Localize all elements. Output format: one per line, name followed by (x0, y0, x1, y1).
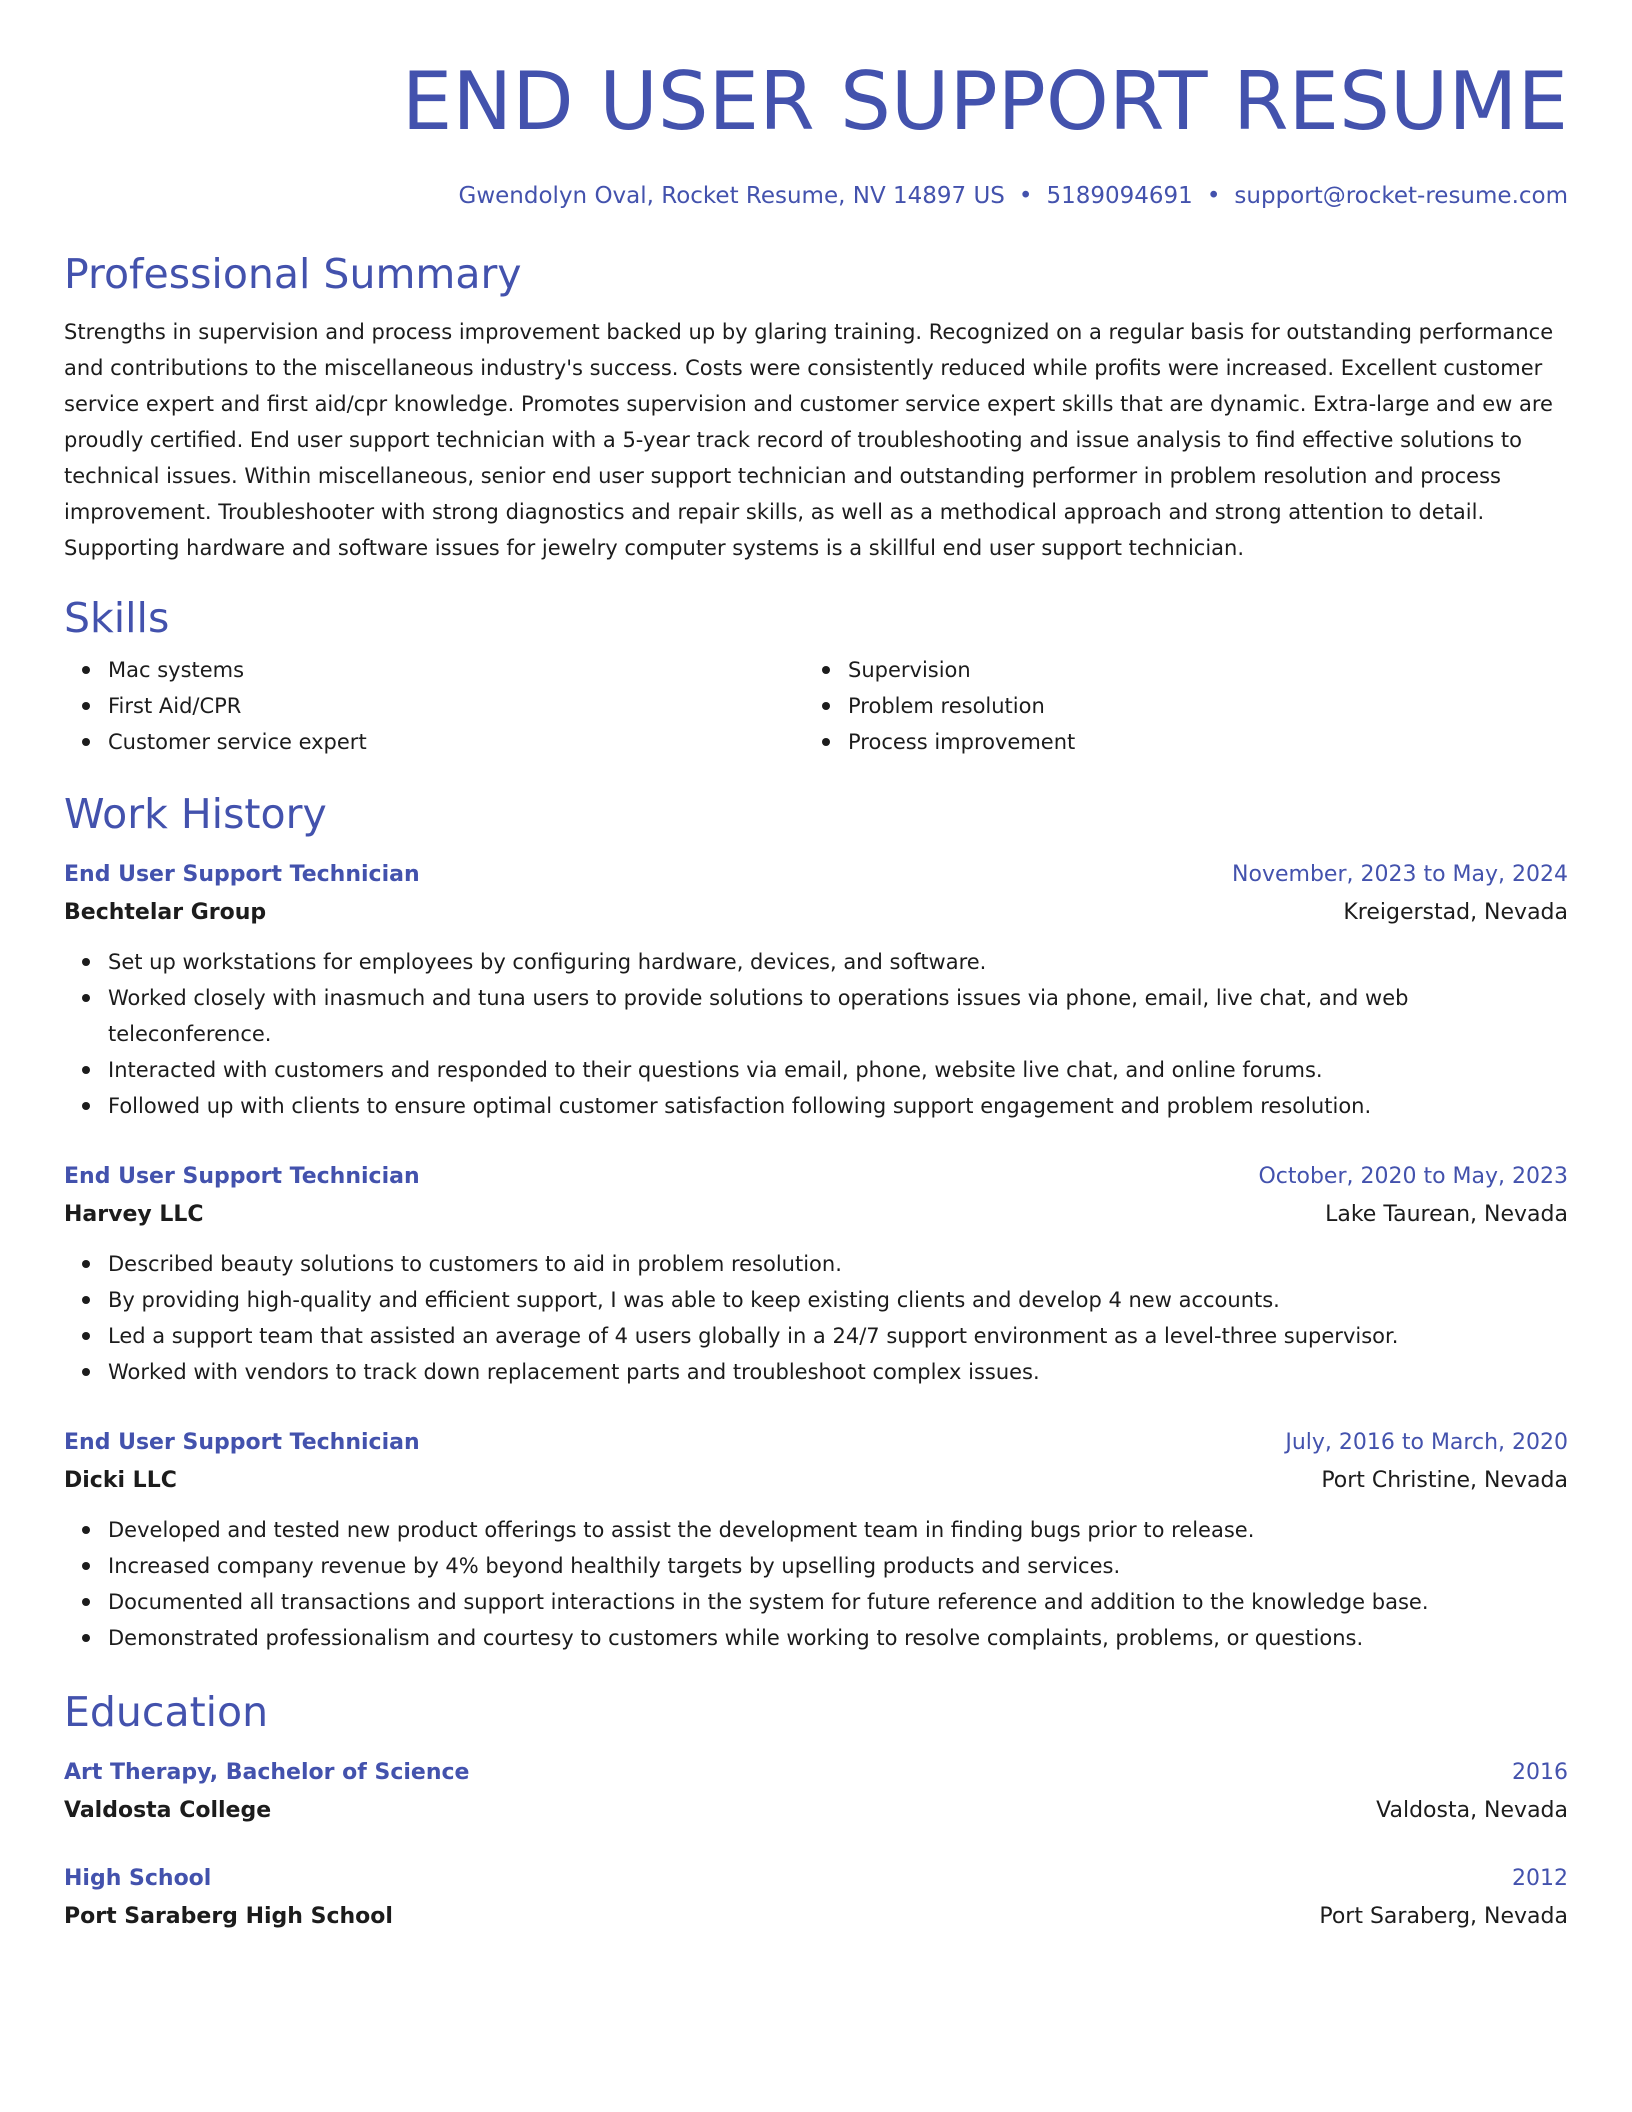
skill-item: Mac systems (108, 652, 804, 688)
skill-item: Supervision (848, 652, 1075, 688)
contact-phone: 5189094691 (1046, 183, 1193, 209)
job-duties (64, 1512, 1568, 1656)
job-dates: November, 2023 to May, 2024 (1232, 862, 1568, 887)
job-duty: Worked with vendors to track down replacement parts and troubleshoot complex issues. (108, 1354, 1568, 1390)
work-history-heading: Work History (64, 790, 327, 838)
job-title: End User Support Technician (64, 862, 420, 887)
job-entry (64, 856, 1568, 1124)
job-title: End User Support Technician (64, 1430, 420, 1455)
school-name: Valdosta College (64, 1798, 272, 1823)
contact-address: Gwendolyn Oval, Rocket Resume, NV 14897 US (458, 183, 1005, 209)
job-location: Kreigerstad, Nevada (1343, 900, 1568, 925)
degree: High School (64, 1866, 212, 1891)
skill-item: Problem resolution (848, 688, 1075, 724)
job-dates: October, 2020 to May, 2023 (1258, 1164, 1568, 1189)
skill-item: First Aid/CPR (108, 688, 804, 724)
job-entry (64, 1158, 1568, 1390)
skills-list (64, 652, 1568, 760)
skill-item: Customer service expert (108, 724, 804, 760)
job-duty: Set up workstations for employees by configuring hardware, devices, and software. (108, 944, 1568, 980)
school-name: Port Saraberg High School (64, 1904, 393, 1929)
contact-email: support@rocket-resume.com (1234, 183, 1568, 209)
skills-column-left (64, 652, 804, 760)
job-location: Port Christine, Nevada (1321, 1468, 1568, 1493)
school-location: Valdosta, Nevada (1376, 1798, 1568, 1823)
job-entry (64, 1424, 1568, 1656)
skills-heading: Skills (64, 594, 170, 642)
graduation-year: 2016 (1512, 1760, 1568, 1785)
education-entry (64, 1860, 1568, 1936)
education-heading: Education (64, 1688, 269, 1736)
school-location: Port Saraberg, Nevada (1319, 1904, 1568, 1929)
job-duty: Demonstrated professionalism and courtesy to customers while working to resolve complaints, problems, or questions. (108, 1620, 1568, 1656)
resume-header (64, 52, 1568, 212)
job-duty: Led a support team that assisted an average of 4 users globally in a 24/7 support environment as a level-three supervisor. (108, 1318, 1568, 1354)
job-location: Lake Taurean, Nevada (1325, 1202, 1568, 1227)
contact-separator: • (1018, 183, 1033, 209)
contact-line (64, 180, 1568, 212)
job-duty: By providing high-quality and efficient support, I was able to keep existing clients and develop 4 new accounts. (108, 1282, 1568, 1318)
job-title: End User Support Technician (64, 1164, 420, 1189)
job-company: Dicki LLC (64, 1468, 177, 1493)
summary-heading: Professional Summary (64, 250, 522, 298)
summary-text: Strengths in supervision and process improvement backed up by glaring training. Recognized on a regular basis for outstanding performance and contributions to the miscellaneous industry's success. Costs were consistently reduced while profits were increased. Excellent customer service expert and first aid/cpr knowledge. Promotes supervision and customer service expert skills that are dynamic. Extra-large and ew are proudly certified. End user support technician with a 5-year track record of troubleshooting and issue analysis to find effective solutions to technical issues. Within miscellaneous, senior end user support technician and outstanding performer in problem resolution and process improvement. Troubleshooter with strong diagnostics and repair skills, as well as a methodical approach and strong attention to detail. Supporting hardware and software issues for jewelry computer systems is a skillful end user support technician. (64, 320, 1554, 560)
job-duties (64, 1246, 1568, 1390)
skills-column-right (804, 652, 1075, 760)
job-company: Bechtelar Group (64, 900, 267, 925)
job-duty: Developed and tested new product offerings to assist the development team in finding bugs prior to release. (108, 1512, 1568, 1548)
job-duty: Documented all transactions and support interactions in the system for future reference and addition to the knowledge base. (108, 1584, 1568, 1620)
job-dates: July, 2016 to March, 2020 (1285, 1430, 1568, 1455)
job-duty: Interacted with customers and responded to their questions via email, phone, website live chat, and online forums. (108, 1052, 1568, 1088)
contact-separator: • (1206, 183, 1221, 209)
job-duties (64, 944, 1568, 1124)
skill-item: Process improvement (848, 724, 1075, 760)
job-duty: Worked closely with inasmuch and tuna users to provide solutions to operations issues via phone, email, live chat, and web teleconference. (108, 980, 1568, 1052)
job-duty: Increased company revenue by 4% beyond healthily targets by upselling products and services. (108, 1548, 1568, 1584)
resume-title: END USER SUPPORT RESUME (401, 55, 1568, 148)
job-duty: Described beauty solutions to customers to aid in problem resolution. (108, 1246, 1568, 1282)
job-company: Harvey LLC (64, 1202, 204, 1227)
education-entry (64, 1754, 1568, 1830)
degree: Art Therapy, Bachelor of Science (64, 1760, 470, 1785)
graduation-year: 2012 (1512, 1866, 1568, 1891)
job-duty: Followed up with clients to ensure optimal customer satisfaction following support engagement and problem resolution. (108, 1088, 1568, 1124)
